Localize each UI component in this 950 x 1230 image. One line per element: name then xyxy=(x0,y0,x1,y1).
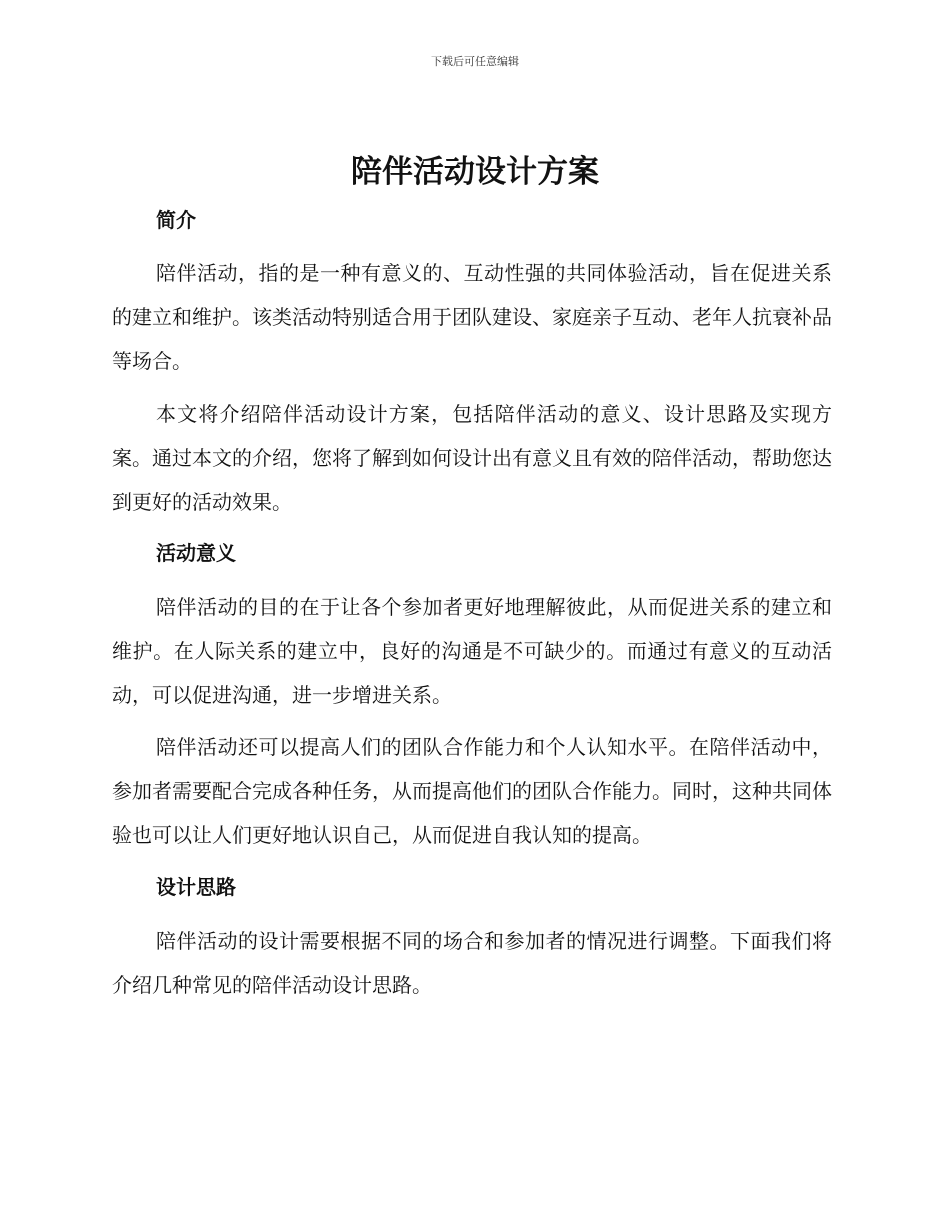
document-title: 陪伴活动设计方案 xyxy=(351,154,599,190)
meaning-paragraph-2: 陪伴活动还可以提高人们的团队合作能力和个人认知水平。在陪伴活动中，参加者需要配合完成各种任务，从而提高他们的团队合作能力。同时，这种共同体验也可以让人们更好地认识自己，从而促进自我认知的提高。 xyxy=(112,735,832,847)
meaning-paragraph-1: 陪伴活动的目的在于让各个参加者更好地理解彼此，从而促进关系的建立和维护。在人际关系的建立中，良好的沟通是不可缺少的。而通过有意义的互动活动，可以促进沟通，进一步增进关系。 xyxy=(112,595,832,707)
intro-paragraph-1: 陪伴活动，指的是一种有意义的、互动性强的共同体验活动，旨在促进关系的建立和维护。该类活动特别适合用于团队建设、家庭亲子互动、老年人抗衰补品等场合。 xyxy=(112,261,832,373)
section-heading-design: 设计思路 xyxy=(156,875,236,899)
section-heading-meaning: 活动意义 xyxy=(156,541,236,565)
design-paragraph-1: 陪伴活动的设计需要根据不同的场合和参加者的情况进行调整。下面我们将介绍几种常见的陪伴活动设计思路。 xyxy=(112,929,832,997)
page-header-note: 下载后可任意编辑 xyxy=(431,55,519,68)
intro-paragraph-2: 本文将介绍陪伴活动设计方案，包括陪伴活动的意义、设计思路及实现方案。通过本文的介绍，您将了解到如何设计出有意义且有效的陪伴活动，帮助您达到更好的活动效果。 xyxy=(112,402,832,514)
section-heading-intro: 简介 xyxy=(156,208,196,232)
